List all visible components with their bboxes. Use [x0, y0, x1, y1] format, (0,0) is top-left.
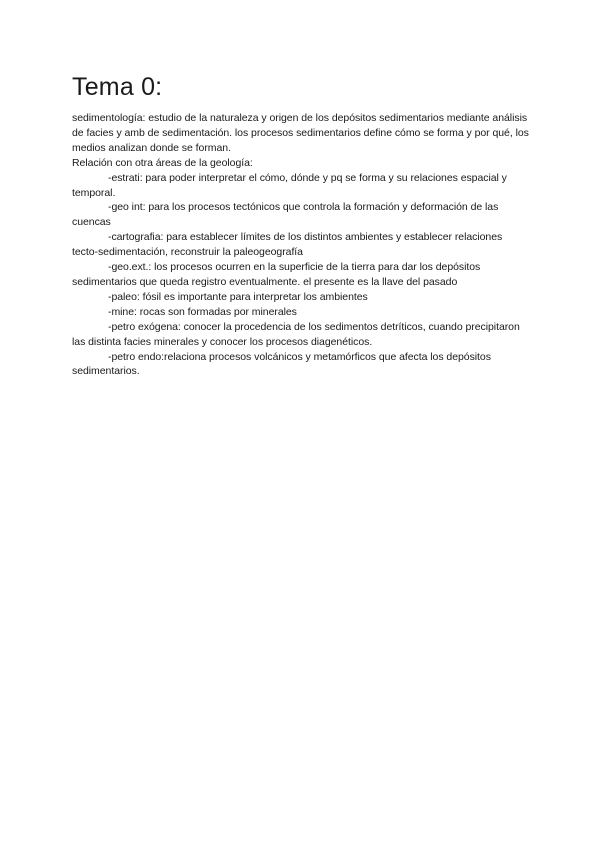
- list-item-petro-exogena: -petro exógena: conocer la procedencia de los sedimentos detríticos, cuando precipitaron las distinta facies minerales y conocer los procesos diagenéticos.: [72, 320, 520, 348]
- list-item-petro-endo: -petro endo:relaciona procesos volcánicos y metamórficos que afecta los depósitos sedimentarios.: [72, 350, 491, 378]
- list-item-paleo: -paleo: fósil es importante para interpretar los ambientes: [108, 290, 368, 303]
- document-body: [72, 70, 530, 379]
- list-item-mine: -mine: rocas son formadas por minerales: [108, 305, 297, 318]
- document-title: Tema 0:: [72, 73, 163, 101]
- list-item-geo-ext: -geo.ext.: los procesos ocurren en la superficie de la tierra para dar los depósitos sedimentarios que queda registro eventualmente. el presente es la llave del pasado: [72, 261, 481, 288]
- paragraph-relations-heading: Relación con otra áreas de la geología:: [72, 156, 253, 169]
- paragraph-definition: sedimentología: estudio de la naturaleza y origen de los depósitos sedimentarios mediante análisis de facies y amb de sedimentación. los procesos sedimentarios define cómo se forma y por qué, los medios analizan donde se forman.: [72, 112, 529, 154]
- list-item-geo-int: -geo int: para los procesos tectónicos que controla la formación y deformación de las cuencas: [72, 201, 499, 229]
- list-item-estrati: -estrati: para poder interpretar el cómo, dónde y pq se forma y su relaciones espacial y temporal.: [72, 171, 507, 199]
- list-item-cartografia: -cartografia: para establecer límites de los distintos ambientes y establecer relaciones tecto-sedimentación, reconstruir la paleogeografía: [72, 231, 503, 259]
